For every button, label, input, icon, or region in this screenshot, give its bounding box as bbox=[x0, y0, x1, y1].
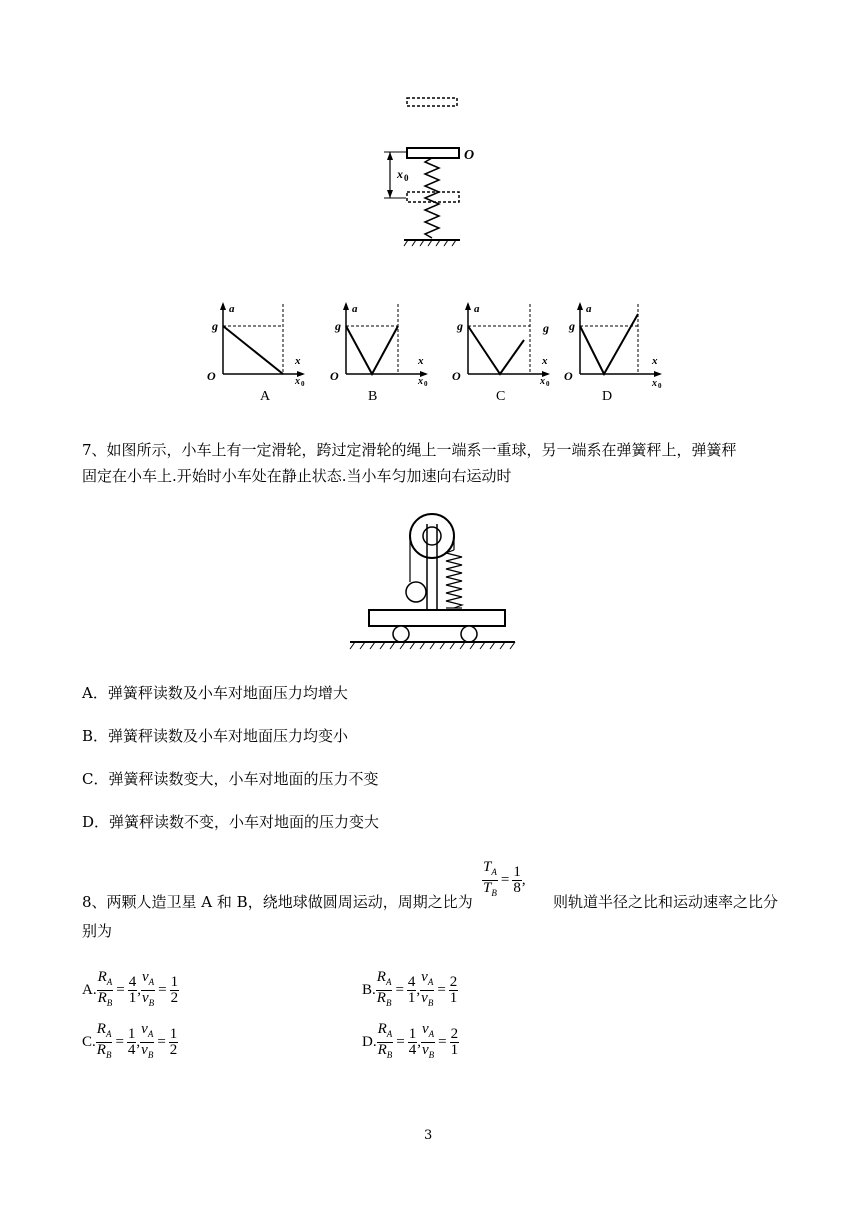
graph-c-x: x bbox=[542, 355, 548, 367]
page-number: 3 bbox=[424, 1128, 433, 1143]
sym-r: R bbox=[96, 1042, 106, 1058]
q8-option-c-letter: C. bbox=[82, 1034, 96, 1050]
sub-a: A bbox=[147, 1029, 154, 1039]
q8-post: 则轨道半径之比和运动速率之比分 bbox=[553, 893, 779, 911]
graph-d-o: O bbox=[564, 369, 573, 383]
q8-option-a-letter: A. bbox=[82, 982, 97, 998]
spring-x0-label: x bbox=[397, 167, 403, 181]
spring-o-label: O bbox=[464, 148, 475, 163]
sym-v: v bbox=[421, 969, 428, 985]
graph-c-x0-sub: 0 bbox=[546, 380, 550, 388]
r-num: 4 bbox=[407, 974, 416, 990]
q8-option-b: B. $\frac{R_A}{R_B}$ = $\frac{4}{1}$ , $\frac{v_A}{v_B}$ = $\frac{2}{1}$ bbox=[362, 969, 458, 1008]
graph-a-g: g bbox=[212, 319, 218, 333]
q8-option-b-letter: B. bbox=[362, 982, 376, 998]
graph-c-extra-g: g bbox=[543, 321, 549, 335]
graph-d-g: g bbox=[569, 319, 575, 333]
sub-b: B bbox=[385, 998, 392, 1008]
q8-pre: 8、两颗人造卫星 A 和 B，绕地球做圆周运动，周期之比为 bbox=[82, 893, 473, 911]
sym-v: v bbox=[141, 969, 149, 985]
sub-b: B bbox=[428, 1050, 435, 1060]
sym-v: v bbox=[421, 1021, 429, 1037]
q8-ratio-num: T bbox=[483, 859, 492, 875]
sub-a: A bbox=[386, 1029, 393, 1039]
sym-v: v bbox=[141, 1042, 148, 1058]
graph-a-a: a bbox=[229, 303, 235, 315]
graph-b bbox=[318, 300, 438, 405]
q8-ratio-val-den: 8 bbox=[513, 880, 521, 896]
q7-option-a: A．弹簧秤读数及小车对地面压力均增大 bbox=[82, 684, 348, 702]
sub-a: A bbox=[148, 977, 155, 987]
q7-option-d: D．弹簧秤读数不变，小车对地面的压力变大 bbox=[82, 813, 380, 831]
graph-a-x0-sub: 0 bbox=[301, 380, 305, 388]
sub-b: B bbox=[386, 1050, 393, 1060]
graph-d-x: x bbox=[652, 355, 658, 367]
sym-r: R bbox=[377, 1042, 387, 1058]
q8-ratio-val-num: 1 bbox=[513, 864, 521, 880]
graph-c-o: O bbox=[452, 369, 461, 383]
v-den: 2 bbox=[170, 990, 179, 1006]
graph-c-a: a bbox=[474, 303, 480, 315]
q7-option-c: C．弹簧秤读数变大，小车对地面的压力不变 bbox=[82, 770, 379, 788]
graph-b-x0-sub: 0 bbox=[424, 380, 428, 388]
sub-a: A bbox=[106, 977, 113, 987]
r-den: 4 bbox=[408, 1042, 417, 1058]
q8-option-d: D. $\frac{R_A}{R_B}$ = $\frac{1}{4}$ , $\frac{v_A}{v_B}$ = $\frac{2}{1}$ bbox=[362, 1021, 459, 1060]
sym-r: R bbox=[376, 969, 386, 985]
graph-d-letter: D bbox=[602, 389, 613, 404]
graph-a-x: x bbox=[295, 355, 301, 367]
q8-ratio-den: T bbox=[483, 880, 492, 896]
graph-b-a: a bbox=[352, 303, 358, 315]
q8-option-c: C. $\frac{R_A}{R_B}$ = $\frac{1}{4}$ , $\frac{v_A}{v_B}$ = $\frac{1}{2}$ bbox=[82, 1021, 178, 1060]
sub-a: A bbox=[105, 1029, 112, 1039]
spring-figure bbox=[370, 90, 500, 250]
sub-b: B bbox=[427, 998, 434, 1008]
v-den: 1 bbox=[450, 1042, 459, 1058]
q7-line1: 7、如图所示，小车上有一定滑轮，跨过定滑轮的绳上一端系一重球，另一端系在弹簧秤上，弹簧秤 bbox=[82, 441, 737, 459]
sym-v: v bbox=[421, 990, 428, 1006]
graph-b-o: O bbox=[330, 369, 339, 383]
q7-line2: 固定在小车上.开始时小车处在静止状态.当小车匀加速向右运动时 bbox=[82, 467, 512, 485]
sub-b: B bbox=[105, 1050, 112, 1060]
sym-r: R bbox=[377, 1021, 387, 1037]
graph-b-letter: B bbox=[368, 389, 378, 404]
q8-ratio-num-sub: A bbox=[491, 867, 497, 877]
graph-a-letter: A bbox=[260, 389, 271, 404]
q8-ratio: $\frac{T_A}{T_B}$ = $\frac{1}{8}$ , bbox=[483, 859, 526, 898]
sym-v: v bbox=[421, 1042, 429, 1058]
r-num: 1 bbox=[127, 1026, 136, 1042]
r-num: 4 bbox=[128, 974, 137, 990]
v-num: 1 bbox=[170, 974, 179, 990]
v-den: 2 bbox=[169, 1042, 178, 1058]
q8-option-d-letter: D. bbox=[362, 1034, 377, 1050]
q8-ratio-comma: , bbox=[521, 872, 526, 888]
graph-a-o: O bbox=[207, 369, 216, 383]
graph-b-x: x bbox=[418, 355, 424, 367]
sym-r: R bbox=[97, 990, 107, 1006]
graph-d-x0: x bbox=[652, 378, 657, 389]
sub-a: A bbox=[428, 1029, 435, 1039]
sub-b: B bbox=[106, 998, 113, 1008]
graph-d-x0-sub: 0 bbox=[658, 382, 662, 390]
graph-d-a: a bbox=[586, 303, 592, 315]
sub-a: A bbox=[427, 977, 434, 987]
q7-option-b: B．弹簧秤读数及小车对地面压力均变小 bbox=[82, 727, 349, 745]
r-den: 4 bbox=[127, 1042, 136, 1058]
graph-c-x0: x bbox=[540, 376, 545, 387]
graph-c-letter: C bbox=[496, 389, 506, 404]
v-den: 1 bbox=[449, 990, 458, 1006]
graph-a-x0: x bbox=[295, 376, 300, 387]
cart-figure bbox=[345, 508, 520, 653]
sym-v: v bbox=[141, 1021, 148, 1037]
r-den: 1 bbox=[407, 990, 416, 1006]
q8-line2: 别为 bbox=[82, 922, 113, 940]
q8-option-a: A. $\frac{R_A}{R_B}$ = $\frac{4}{1}$ , $\frac{v_A}{v_B}$ = $\frac{1}{2}$ bbox=[82, 969, 179, 1008]
v-num: 1 bbox=[169, 1026, 178, 1042]
graph-c bbox=[440, 300, 570, 405]
graph-b-x0: x bbox=[418, 376, 423, 387]
v-num: 2 bbox=[450, 1026, 459, 1042]
v-num: 2 bbox=[449, 974, 458, 990]
graph-d bbox=[552, 300, 677, 405]
sym-v: v bbox=[141, 990, 149, 1006]
sub-b: B bbox=[148, 998, 155, 1008]
r-den: 1 bbox=[128, 990, 137, 1006]
sym-r: R bbox=[96, 1021, 106, 1037]
graph-b-g: g bbox=[335, 319, 341, 333]
graph-a bbox=[195, 300, 315, 405]
graph-c-g: g bbox=[457, 319, 463, 333]
sym-r: R bbox=[376, 990, 386, 1006]
spring-x0-sub: 0 bbox=[404, 173, 409, 183]
q8-ratio-den-sub: B bbox=[491, 888, 497, 898]
r-num: 1 bbox=[408, 1026, 417, 1042]
sym-r: R bbox=[97, 969, 107, 985]
sub-a: A bbox=[385, 977, 392, 987]
sub-b: B bbox=[147, 1050, 154, 1060]
